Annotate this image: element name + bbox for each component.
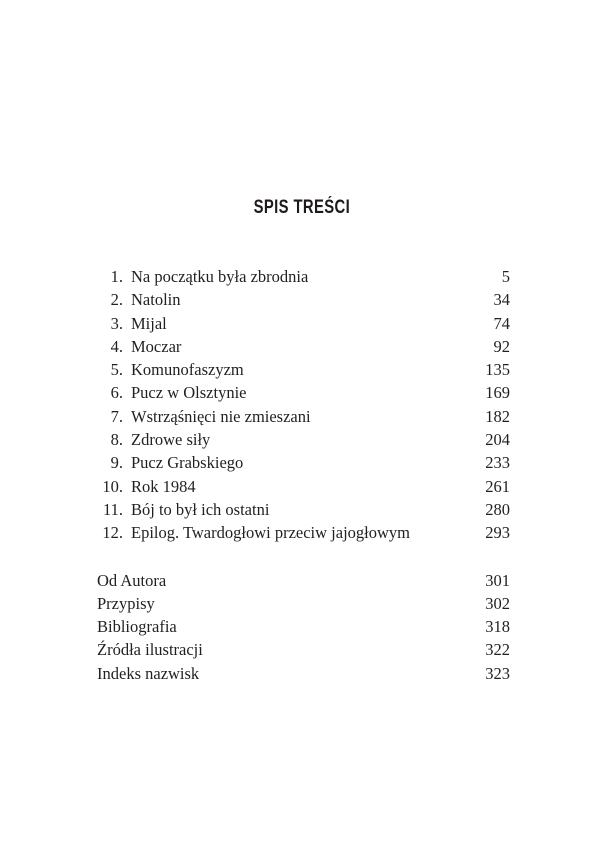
toc-entry-page: 135 [485,360,510,380]
toc-entry-page: 74 [493,313,510,333]
toc-entry-number: 6. [110,383,123,403]
toc-entry-page: 169 [485,383,510,403]
toc-entry-title: Zdrowe siły [131,430,211,450]
toc-entry-page: 318 [485,617,510,637]
toc-row [97,381,510,404]
toc-entry-title: Mijal [131,313,167,333]
toc-row [97,265,510,288]
toc-entry-title: Na początku była zbrodnia [131,267,309,286]
toc-entry-number: 10. [102,476,123,496]
toc-entry-page: 34 [493,290,510,310]
toc-entry-page: 5 [501,267,510,286]
toc-entry-number: 11. [102,499,123,519]
toc-entry-page: 261 [485,476,510,496]
toc-entry-number: 3. [110,313,123,333]
toc-entry-number: 5. [110,360,123,380]
toc-row [97,498,510,521]
toc-row [97,521,510,544]
toc-row [97,405,510,428]
toc-row [97,569,510,592]
toc-entry-title: Natolin [131,290,181,310]
toc-entry-number: 2. [110,290,123,310]
toc-entry-title: Wstrząśnięci nie zmieszani [131,406,311,426]
toc-row [97,662,510,685]
toc-entry-page: 182 [485,406,510,426]
toc-entry-title: Komunofaszyzm [131,360,244,380]
toc-entry-title: Przypisy [97,593,155,613]
toc-entry-page: 323 [485,663,510,683]
toc-entry-title: Od Autora [97,570,167,590]
toc-entry-page: 301 [485,570,510,590]
toc-row [97,312,510,335]
table-of-contents [97,265,510,685]
toc-entry-title: Moczar [131,336,182,356]
toc-row [97,638,510,661]
toc-entry-page: 92 [493,336,510,356]
toc-heading [0,198,603,217]
toc-entry-title: Źródła ilustracji [97,640,203,660]
toc-row [97,451,510,474]
toc-entry-page: 204 [485,430,510,450]
toc-entry-title: Epilog. Twardogłowi przeciw jajogłowym [131,523,410,543]
toc-entry-page: 302 [485,593,510,613]
toc-entry-title: Pucz Grabskiego [131,453,244,473]
toc-entry-number: 7. [110,406,123,426]
toc-entry-number: 8. [110,430,123,450]
toc-entry-number: 4. [110,336,123,356]
toc-row [97,475,510,498]
toc-row [97,428,510,451]
toc-entry-page: 322 [485,640,510,660]
toc-entry-title: Bój to był ich ostatni [131,499,270,519]
toc-entry-title: Bibliografia [97,617,177,637]
toc-entry-title: Pucz w Olsztynie [131,383,247,403]
toc-row [97,335,510,358]
toc-row [97,358,510,381]
toc-row [97,615,510,638]
toc-entry-title: Indeks nazwisk [97,663,200,683]
toc-entry-number: 1. [110,267,123,286]
back-matter-list [97,569,510,685]
toc-entry-page: 280 [485,499,510,519]
chapter-list [97,265,510,545]
toc-entry-page: 233 [485,453,510,473]
toc-entry-number: 9. [110,453,123,473]
toc-row [97,592,510,615]
toc-entry-number: 12. [102,523,123,543]
toc-heading-text: SPIS TREŚCI [253,197,350,218]
toc-row [97,288,510,311]
toc-entry-page: 293 [485,523,510,543]
toc-entry-title: Rok 1984 [131,476,196,496]
